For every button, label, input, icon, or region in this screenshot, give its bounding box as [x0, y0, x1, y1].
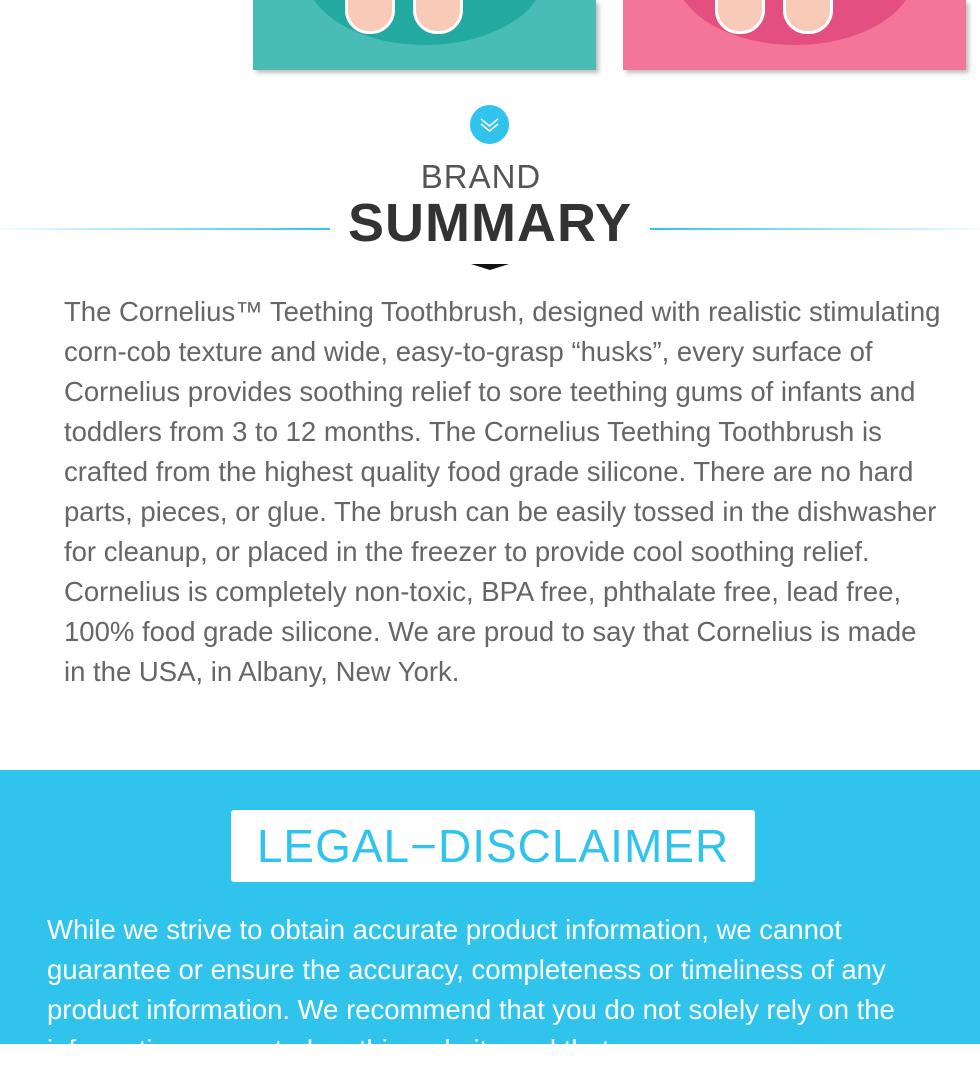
caret-down-icon: [471, 264, 509, 270]
product-image-teal: [253, 0, 596, 70]
divider-line-right: [650, 228, 980, 230]
legal-disclaimer-text: While we strive to obtain accurate product information, we cannot guarantee or ensure the accuracy, completeness or timeliness of any product information. We recommend that you do not solely rely on the information presented on this website and that you: [47, 914, 895, 1065]
legal-heading: LEGAL−DISCLAIMER: [231, 810, 755, 882]
legal-section: [0, 770, 980, 1065]
chevron-double-down-icon: [470, 105, 509, 144]
chevron-double-down-icon-svg: [470, 105, 509, 144]
product-image-pink: [623, 0, 966, 70]
brand-label: BRAND: [420, 158, 542, 195]
divider-line-left: [0, 228, 330, 230]
brand-heading: SUMMARY: [348, 193, 632, 253]
brand-summary-text: The Cornelius™ Teething Toothbrush, designed with realistic stimulating corn-cob texture and wide, easy-to-grasp “husks”, every surface of Cornelius provides soothing relief to sore teething gums of infants and toddlers from 3 to 12 months. The Cornelius Teething Toothbrush is crafted from the highest quality food grade silicone. There are no hard parts, pieces, or glue. The brush can be easily tossed in the dishwasher for cleanup, or placed in the freezer to provide cool soothing relief. Cornelius is completely non-toxic, BPA free, phthalate free, lead free, 100% food grade silicone. We are proud to say that Cornelius is made in the USA, in Albany, New York.: [64, 296, 941, 687]
